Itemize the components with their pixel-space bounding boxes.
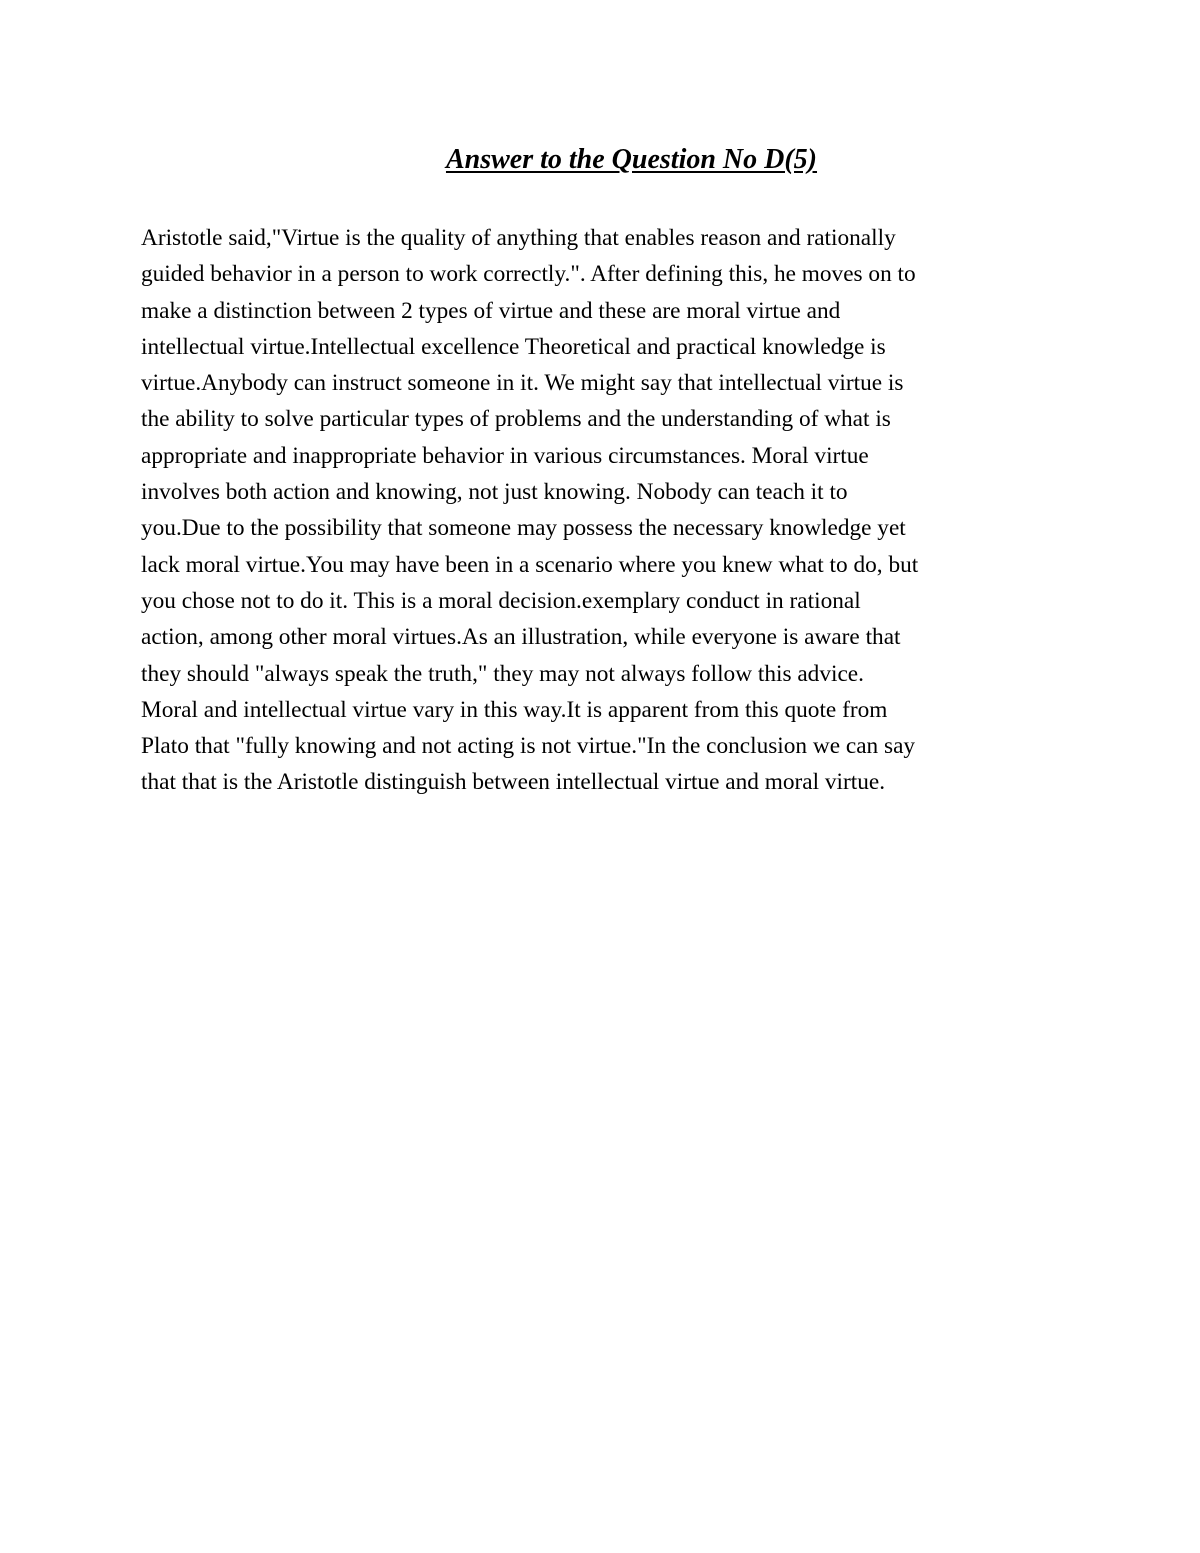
paragraph-line: you chose not to do it. This is a moral decision.exemplary conduct in rational bbox=[141, 587, 861, 614]
paragraph-line: action, among other moral virtues.As an illustration, while everyone is aware that bbox=[141, 624, 901, 651]
document-title: Answer to the Question No D(5) bbox=[445, 144, 818, 175]
paragraph-line: appropriate and inappropriate behavior in various circumstances. Moral virtue bbox=[141, 442, 869, 469]
paragraph-line: Plato that "fully knowing and not acting is not virtue."In the conclusion we can say bbox=[141, 733, 916, 760]
paragraph-line: Aristotle said,"Virtue is the quality of anything that enables reason and rationally bbox=[141, 225, 896, 251]
paragraph-line: Moral and intellectual virtue vary in this way.It is apparent from this quote from bbox=[141, 696, 888, 723]
paragraph-line: they should "always speak the truth," they may not always follow this advice. bbox=[141, 660, 864, 687]
paragraph-line: make a distinction between 2 types of virtue and these are moral virtue and bbox=[141, 297, 841, 324]
paragraph-line: the ability to solve particular types of problems and the understanding of what is bbox=[141, 406, 891, 433]
paragraph-line: involves both action and knowing, not just knowing. Nobody can teach it to bbox=[141, 479, 848, 506]
paragraph-line: that that is the Aristotle distinguish between intellectual virtue and moral virtue. bbox=[141, 769, 886, 796]
answer-paragraph bbox=[141, 220, 1071, 801]
paragraph-line: intellectual virtue.Intellectual excellence Theoretical and practical knowledge is bbox=[141, 333, 886, 360]
paragraph-line: lack moral virtue.You may have been in a scenario where you knew what to do, but bbox=[141, 551, 919, 578]
paragraph-line: virtue.Anybody can instruct someone in it. We might say that intellectual virtue is bbox=[141, 370, 904, 397]
paragraph-line: guided behavior in a person to work correctly.". After defining this, he moves on to bbox=[141, 261, 916, 288]
paragraph-line: you.Due to the possibility that someone may possess the necessary knowledge yet bbox=[141, 515, 906, 542]
